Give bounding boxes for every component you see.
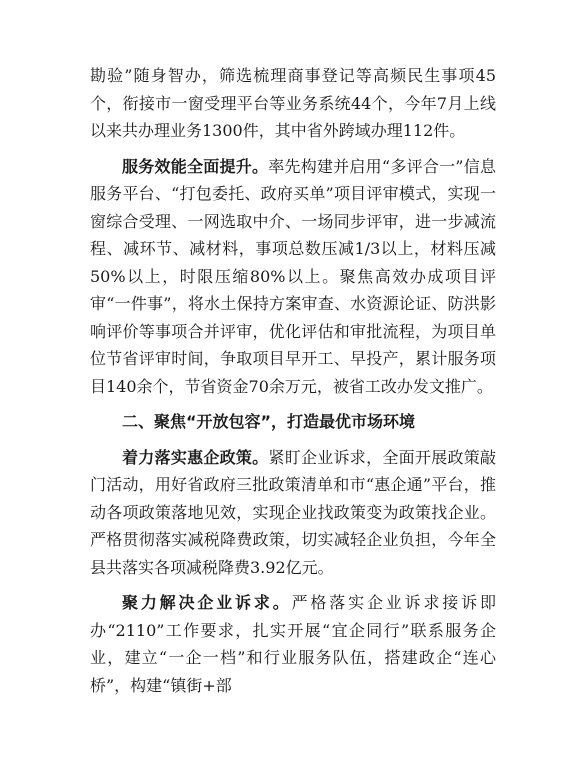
section-heading: 二、聚焦“开放包容”，打造最优市场环境 [122,412,416,431]
paragraph-text: 勘验”随身智办，筛选梳理商事登记等高频民生事项45个，衔接市一窗受理平台等业务系统44个，今年7月上线以来共办理业务1300件，其中省外跨域办理112件。 [90,66,496,140]
paragraph-text: 严格落实企业诉求接诉即办“2110”工作要求，扎实开展“宜企同行”联系服务企业，建立“一企一档”和行业服务队伍，搭建政企“连心桥”，构建“镇街+部 [90,593,496,695]
paragraph-text: 率先构建并启用“多评合一”信息服务平台、“打包委托、政府买单”项目评审模式，实现一窗综合受理、一网选取中介、一场同步评审，进一步减流程、减环节、减材料，事项总数压减1/3以上，材料压减50%以上，时限压缩80%以上。聚焦高效办成项目评审“一件事”，将水土保持方案审查、水资源论证、防洪影响评价等事项合并评审，优化评估和审批流程，为项目单位节省评审时间，争取项目早开工、早投产，累计服务项目140余个，节省资金70余万元，被省工改办发文推广。 [90,156,496,396]
paragraph-demands [90,589,496,699]
paragraph-lead: 服务效能全面提升。 [122,156,269,176]
paragraph-lead: 着力落实惠企政策。 [122,447,269,467]
paragraph-lead: 聚力解决企业诉求。 [122,593,292,612]
paragraph-text: 紧盯企业诉求，全面开展政策敲门活动，用好省政府三批政策清单和市“惠企通”平台，推动各项政策落地见效，实现企业找政策变为政策找企业。严格贯彻落实减税降费政策，切实减轻企业负担，今年全县共落实各项减税降费3.92亿元。 [90,447,496,577]
paragraph-policy [90,444,496,582]
paragraph-continuation [90,62,496,145]
paragraph-service-efficiency [90,153,496,401]
document-page [90,62,496,707]
